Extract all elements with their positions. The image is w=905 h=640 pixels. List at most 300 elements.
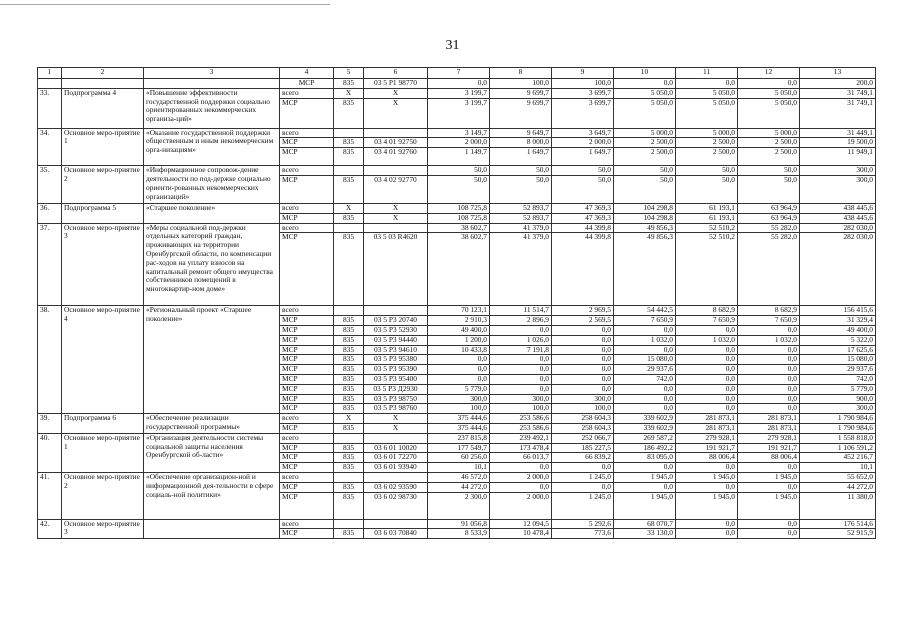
amount-cell: 0,0 <box>490 365 552 375</box>
amount-cell: 61 193,1 <box>676 203 738 213</box>
amount-cell: 300,0 <box>800 175 876 203</box>
executor-cell: МСР <box>280 345 334 355</box>
amount-cell: 46 572,0 <box>428 472 490 482</box>
amount-cell: 100,0 <box>490 404 552 414</box>
executor-cell: МСР <box>280 175 334 203</box>
kbk-cell: 03 6 01 10020 <box>364 443 428 453</box>
amount-cell: 41 379,0 <box>490 223 552 233</box>
kbk-cell: 03 6 01 72270 <box>364 453 428 463</box>
executor-cell: всего <box>280 88 334 98</box>
amount-cell: 281 873,1 <box>738 414 800 424</box>
program-name: Подпрограмма 5 <box>62 203 144 223</box>
table-cell: 100,0 <box>490 79 552 89</box>
amount-cell: 0,0 <box>552 365 614 375</box>
amount-cell: 258 604,3 <box>552 414 614 424</box>
amount-cell: 52 893,7 <box>490 203 552 213</box>
amount-cell: 5 000,0 <box>676 128 738 138</box>
amount-cell: 0,0 <box>614 482 676 492</box>
code-cell: 835 <box>334 175 364 203</box>
amount-cell: 55 282,0 <box>738 223 800 233</box>
executor-cell: МСР <box>280 335 334 345</box>
amount-cell: 2 000,0 <box>428 138 490 148</box>
amount-cell: 0,0 <box>428 374 490 384</box>
amount-cell: 1 245,0 <box>552 492 614 519</box>
amount-cell: 0,0 <box>676 394 738 404</box>
header-row <box>38 68 876 79</box>
amount-cell: 0,0 <box>676 355 738 365</box>
amount-cell: 17 625,6 <box>800 345 876 355</box>
amount-cell: 156 415,6 <box>800 306 876 316</box>
executor-cell: МСР <box>280 374 334 384</box>
row-number: 37. <box>38 223 62 306</box>
executor-cell: всего <box>280 519 334 529</box>
amount-cell: 52 915,9 <box>800 529 876 539</box>
executor-cell: МСР <box>280 463 334 473</box>
amount-cell: 900,0 <box>800 394 876 404</box>
amount-cell: 50,0 <box>428 166 490 176</box>
amount-cell: 49 400,0 <box>800 325 876 335</box>
row-number: 39. <box>38 414 62 434</box>
code-cell: 835 <box>334 365 364 375</box>
amount-cell: 2 500,0 <box>676 138 738 148</box>
amount-cell: 2 569,5 <box>552 316 614 326</box>
amount-cell: 49 856,3 <box>614 223 676 233</box>
amount-cell: 50,0 <box>738 166 800 176</box>
amount-cell: 375 444,6 <box>428 414 490 424</box>
program-description: «Меры социальной под-держки отдельных категорий граждан, проживающих на территории Оренбургской области, по компенсации рас-ходов на уплату взносов на капитальный ремонт общего имущества собственников помещений в многоквартир-ном доме» <box>144 223 280 306</box>
amount-cell: 742,0 <box>614 374 676 384</box>
header-cell: 13 <box>800 68 876 79</box>
amount-cell: 50,0 <box>738 175 800 203</box>
row-number: 36. <box>38 203 62 223</box>
table-row <box>38 519 876 529</box>
program-name: Основное меро-приятие 2 <box>62 166 144 204</box>
table-cell: 0,0 <box>428 79 490 89</box>
code-cell <box>334 433 364 443</box>
amount-cell: 3 149,7 <box>428 128 490 138</box>
kbk-cell: Х <box>364 98 428 128</box>
amount-cell: 38 602,7 <box>428 233 490 306</box>
executor-cell: МСР <box>280 443 334 453</box>
program-funding-table <box>37 67 876 539</box>
amount-cell: 55 282,0 <box>738 233 800 306</box>
amount-cell: 239 492,1 <box>490 433 552 443</box>
table-row <box>38 306 876 316</box>
table-row <box>38 472 876 482</box>
amount-cell: 108 725,8 <box>428 203 490 213</box>
amount-cell: 15 080,0 <box>614 355 676 365</box>
amount-cell: 438 445,6 <box>800 203 876 213</box>
amount-cell: 186 492,2 <box>614 443 676 453</box>
executor-cell: всего <box>280 472 334 482</box>
amount-cell: 0,0 <box>676 482 738 492</box>
amount-cell: 11 380,0 <box>800 492 876 519</box>
table-cell: 200,0 <box>800 79 876 89</box>
amount-cell: 281 873,1 <box>676 423 738 433</box>
amount-cell: 5 779,0 <box>428 384 490 394</box>
amount-cell: 5 322,0 <box>800 335 876 345</box>
program-description: «Оказание государственной поддержки общественным и иным некоммерческим орга-низациям» <box>144 128 280 166</box>
amount-cell: 31 749,1 <box>800 98 876 128</box>
amount-cell: 3 699,7 <box>552 88 614 98</box>
amount-cell: 375 444,6 <box>428 423 490 433</box>
amount-cell: 11 514,7 <box>490 306 552 316</box>
amount-cell: 29 937,6 <box>800 365 876 375</box>
amount-cell: 50,0 <box>428 175 490 203</box>
amount-cell: 0,0 <box>614 463 676 473</box>
amount-cell: 269 587,2 <box>614 433 676 443</box>
amount-cell: 50,0 <box>552 175 614 203</box>
program-name: Основное меро-приятие 1 <box>62 128 144 166</box>
table-row <box>38 88 876 98</box>
amount-cell: 5 050,0 <box>738 88 800 98</box>
amount-cell: 47 369,3 <box>552 213 614 223</box>
kbk-cell: 03 5 Р3 52930 <box>364 325 428 335</box>
amount-cell: 300,0 <box>800 166 876 176</box>
code-cell: 835 <box>334 325 364 335</box>
amount-cell: 0,0 <box>614 345 676 355</box>
row-number: 42. <box>38 519 62 539</box>
table-cell: 0,0 <box>614 79 676 89</box>
amount-cell: 8 000,0 <box>490 138 552 148</box>
amount-cell: 2 500,0 <box>738 138 800 148</box>
amount-cell: 50,0 <box>552 166 614 176</box>
amount-cell: 0,0 <box>614 325 676 335</box>
executor-cell: всего <box>280 166 334 176</box>
executor-cell: МСР <box>280 316 334 326</box>
code-cell: 835 <box>334 148 364 166</box>
code-cell <box>334 223 364 233</box>
amount-cell: 0,0 <box>676 463 738 473</box>
executor-cell: МСР <box>280 233 334 306</box>
amount-cell: 3 199,7 <box>428 88 490 98</box>
amount-cell: 100,0 <box>552 404 614 414</box>
kbk-cell <box>364 128 428 138</box>
amount-cell: 742,0 <box>800 374 876 384</box>
amount-cell: 2 500,0 <box>676 148 738 166</box>
row-number: 40. <box>38 433 62 472</box>
amount-cell: 1 790 984,6 <box>800 414 876 424</box>
table-cell <box>38 79 62 89</box>
amount-cell: 50,0 <box>676 166 738 176</box>
kbk-cell: 03 5 Р3 95390 <box>364 365 428 375</box>
amount-cell: 0,0 <box>738 394 800 404</box>
executor-cell: МСР <box>280 482 334 492</box>
kbk-cell <box>364 306 428 316</box>
amount-cell: 49 400,0 <box>428 325 490 335</box>
code-cell: 835 <box>334 529 364 539</box>
program-description: «Обеспечение реализации государственной программы» <box>144 414 280 434</box>
amount-cell: 5 050,0 <box>614 98 676 128</box>
amount-cell: 0,0 <box>738 384 800 394</box>
amount-cell: 0,0 <box>552 384 614 394</box>
executor-cell: МСР <box>280 355 334 365</box>
code-cell: 835 <box>334 384 364 394</box>
amount-cell: 0,0 <box>552 345 614 355</box>
program-description <box>144 519 280 539</box>
row-number: 34. <box>38 128 62 166</box>
executor-cell: МСР <box>280 492 334 519</box>
amount-cell: 1 945,0 <box>614 472 676 482</box>
header-cell: 2 <box>62 68 144 79</box>
kbk-cell: 03 6 01 93940 <box>364 463 428 473</box>
executor-cell: МСР <box>280 325 334 335</box>
amount-cell: 185 227,5 <box>552 443 614 453</box>
kbk-cell: Х <box>364 213 428 223</box>
code-cell: 835 <box>334 138 364 148</box>
amount-cell: 1 032,0 <box>738 335 800 345</box>
executor-cell: МСР <box>280 138 334 148</box>
table-row <box>38 223 876 233</box>
amount-cell: 1 945,0 <box>676 492 738 519</box>
code-cell: 835 <box>334 443 364 453</box>
amount-cell: 339 602,9 <box>614 423 676 433</box>
amount-cell: 0,0 <box>490 384 552 394</box>
kbk-cell <box>364 433 428 443</box>
executor-cell: МСР <box>280 423 334 433</box>
executor-cell: МСР <box>280 453 334 463</box>
amount-cell: 0,0 <box>552 463 614 473</box>
amount-cell: 11 949,1 <box>800 148 876 166</box>
amount-cell: 50,0 <box>614 166 676 176</box>
amount-cell: 2 500,0 <box>614 138 676 148</box>
code-cell: 835 <box>334 423 364 433</box>
amount-cell: 0,0 <box>738 529 800 539</box>
amount-cell: 2 500,0 <box>614 148 676 166</box>
code-cell <box>334 128 364 138</box>
table-row <box>38 166 876 176</box>
amount-cell: 60 256,0 <box>428 453 490 463</box>
amount-cell: 300,0 <box>800 404 876 414</box>
amount-cell: 176 514,6 <box>800 519 876 529</box>
amount-cell: 3 699,7 <box>552 98 614 128</box>
amount-cell: 88 006,4 <box>738 453 800 463</box>
program-name: Основное меро-приятие 4 <box>62 306 144 414</box>
amount-cell: 0,0 <box>614 384 676 394</box>
amount-cell: 0,0 <box>738 519 800 529</box>
amount-cell: 1 945,0 <box>738 492 800 519</box>
amount-cell: 12 094,5 <box>490 519 552 529</box>
amount-cell: 5 000,0 <box>614 128 676 138</box>
amount-cell: 44 272,0 <box>428 482 490 492</box>
amount-cell: 258 604,3 <box>552 423 614 433</box>
amount-cell: 300,0 <box>428 394 490 404</box>
amount-cell: 63 964,9 <box>738 203 800 213</box>
kbk-cell: 03 6 02 98730 <box>364 492 428 519</box>
kbk-cell: 03 5 Р3 20740 <box>364 316 428 326</box>
table-row <box>38 433 876 443</box>
amount-cell: 9 649,7 <box>490 128 552 138</box>
kbk-cell: 03 5 Р3 94440 <box>364 335 428 345</box>
amount-cell: 3 649,7 <box>552 128 614 138</box>
amount-cell: 0,0 <box>614 394 676 404</box>
executor-cell: МСР <box>280 384 334 394</box>
amount-cell: 177 549,7 <box>428 443 490 453</box>
header-cell: 1 <box>38 68 62 79</box>
amount-cell: 0,0 <box>738 325 800 335</box>
amount-cell: 66 013,7 <box>490 453 552 463</box>
amount-cell: 282 030,0 <box>800 233 876 306</box>
amount-cell: 29 937,6 <box>614 365 676 375</box>
amount-cell: 10 478,4 <box>490 529 552 539</box>
kbk-cell: 03 5 Р3 98760 <box>364 404 428 414</box>
kbk-cell: 03 4 01 92760 <box>364 148 428 166</box>
amount-cell: 300,0 <box>552 394 614 404</box>
program-description: «Старшее поколение» <box>144 203 280 223</box>
amount-cell: 2 000,0 <box>552 138 614 148</box>
amount-cell: 0,0 <box>738 374 800 384</box>
kbk-cell: 03 4 01 92750 <box>364 138 428 148</box>
amount-cell: 0,0 <box>428 355 490 365</box>
code-cell: 835 <box>334 492 364 519</box>
code-cell: 835 <box>334 355 364 365</box>
amount-cell: 0,0 <box>676 519 738 529</box>
program-name: Основное меро-приятие 2 <box>62 472 144 519</box>
amount-cell: 108 725,8 <box>428 213 490 223</box>
executor-cell: всего <box>280 203 334 213</box>
executor-cell: МСР <box>280 98 334 128</box>
program-description: «Организация деятельности системы социальной защиты населения Оренбургской об-ласти» <box>144 433 280 472</box>
row-number: 35. <box>38 166 62 204</box>
program-description: «Обеспечение организацион-ной и информационной дея-тельности в сфере социаль-ной политики» <box>144 472 280 519</box>
kbk-cell: 03 4 02 92770 <box>364 175 428 203</box>
code-cell: Х <box>334 88 364 98</box>
amount-cell: 1 149,7 <box>428 148 490 166</box>
amount-cell: 2 910,3 <box>428 316 490 326</box>
amount-cell: 438 445,6 <box>800 213 876 223</box>
amount-cell: 0,0 <box>738 404 800 414</box>
kbk-cell: 03 5 Р3 95400 <box>364 374 428 384</box>
code-cell: 835 <box>334 374 364 384</box>
kbk-cell: 03 5 Р3 94610 <box>364 345 428 355</box>
amount-cell: 0,0 <box>490 482 552 492</box>
amount-cell: 5 000,0 <box>738 128 800 138</box>
amount-cell: 5 050,0 <box>676 88 738 98</box>
amount-cell: 19 500,0 <box>800 138 876 148</box>
amount-cell: 5 779,0 <box>800 384 876 394</box>
amount-cell: 253 586,6 <box>490 414 552 424</box>
amount-cell: 279 928,1 <box>676 433 738 443</box>
amount-cell: 339 602,9 <box>614 414 676 424</box>
kbk-cell: 03 5 Р3 95380 <box>364 355 428 365</box>
amount-cell: 7 191,8 <box>490 345 552 355</box>
amount-cell: 0,0 <box>676 374 738 384</box>
amount-cell: 7 650,9 <box>738 316 800 326</box>
amount-cell: 83 095,0 <box>614 453 676 463</box>
row-number: 33. <box>38 88 62 128</box>
amount-cell: 1 945,0 <box>614 492 676 519</box>
program-description: «Повышение эффективности государственной поддержки социально ориентированных некоммерческих организа-ций» <box>144 88 280 128</box>
amount-cell: 281 873,1 <box>676 414 738 424</box>
amount-cell: 8 533,9 <box>428 529 490 539</box>
code-cell: 835 <box>334 233 364 306</box>
executor-cell: МСР <box>280 365 334 375</box>
amount-cell: 61 193,1 <box>676 213 738 223</box>
amount-cell: 5 050,0 <box>676 98 738 128</box>
code-cell <box>334 166 364 176</box>
amount-cell: 2 500,0 <box>738 148 800 166</box>
amount-cell: 0,0 <box>552 374 614 384</box>
amount-cell: 0,0 <box>676 365 738 375</box>
kbk-cell: 03 6 03 70840 <box>364 529 428 539</box>
amount-cell: 0,0 <box>552 355 614 365</box>
executor-cell: МСР <box>280 213 334 223</box>
amount-cell: 2 300,0 <box>428 492 490 519</box>
kbk-cell: Х <box>364 88 428 98</box>
kbk-cell: Х <box>364 423 428 433</box>
kbk-cell: Х <box>364 203 428 213</box>
amount-cell: 0,0 <box>738 463 800 473</box>
amount-cell: 237 815,8 <box>428 433 490 443</box>
code-cell <box>334 472 364 482</box>
amount-cell: 50,0 <box>676 175 738 203</box>
amount-cell: 52 510,2 <box>676 223 738 233</box>
code-cell: 835 <box>334 394 364 404</box>
amount-cell: 8 682,9 <box>676 306 738 316</box>
program-name: Подпрограмма 6 <box>62 414 144 434</box>
amount-cell: 7 650,9 <box>676 316 738 326</box>
table-row <box>38 128 876 138</box>
amount-cell: 3 199,7 <box>428 98 490 128</box>
amount-cell: 1 106 591,2 <box>800 443 876 453</box>
amount-cell: 452 216,7 <box>800 453 876 463</box>
amount-cell: 1 200,0 <box>428 335 490 345</box>
amount-cell: 50,0 <box>614 175 676 203</box>
executor-cell: МСР <box>280 394 334 404</box>
amount-cell: 9 699,7 <box>490 98 552 128</box>
amount-cell: 0,0 <box>490 355 552 365</box>
table-row <box>38 203 876 213</box>
amount-cell: 63 964,9 <box>738 213 800 223</box>
amount-cell: 70 123,1 <box>428 306 490 316</box>
amount-cell: 66 839,2 <box>552 453 614 463</box>
amount-cell: 773,6 <box>552 529 614 539</box>
code-cell: 835 <box>334 213 364 223</box>
executor-cell: всего <box>280 414 334 424</box>
table-cell <box>62 79 144 89</box>
top-border-line <box>0 4 330 5</box>
header-cell: 6 <box>364 68 428 79</box>
amount-cell: 68 070,7 <box>614 519 676 529</box>
code-cell: 835 <box>334 404 364 414</box>
amount-cell: 7 650,9 <box>614 316 676 326</box>
kbk-cell <box>364 166 428 176</box>
amount-cell: 0,0 <box>490 463 552 473</box>
kbk-cell <box>364 472 428 482</box>
amount-cell: 31 329,4 <box>800 316 876 326</box>
amount-cell: 0,0 <box>552 325 614 335</box>
code-cell: Х <box>334 203 364 213</box>
kbk-cell <box>364 223 428 233</box>
header-cell: 12 <box>738 68 800 79</box>
program-name: Подпрограмма 4 <box>62 88 144 128</box>
header-cell: 4 <box>280 68 334 79</box>
amount-cell: 2 000,0 <box>490 492 552 519</box>
code-cell: 835 <box>334 453 364 463</box>
amount-cell: 47 369,3 <box>552 203 614 213</box>
amount-cell: 50,0 <box>490 166 552 176</box>
kbk-cell: Х <box>364 414 428 424</box>
row-number: 41. <box>38 472 62 519</box>
code-cell: 835 <box>334 98 364 128</box>
amount-cell: 38 602,7 <box>428 223 490 233</box>
table-cell: МСР <box>280 79 334 89</box>
amount-cell: 1 245,0 <box>552 472 614 482</box>
page-number: 31 <box>445 38 460 53</box>
executor-cell: МСР <box>280 529 334 539</box>
amount-cell: 44 272,0 <box>800 482 876 492</box>
amount-cell: 41 379,0 <box>490 233 552 306</box>
